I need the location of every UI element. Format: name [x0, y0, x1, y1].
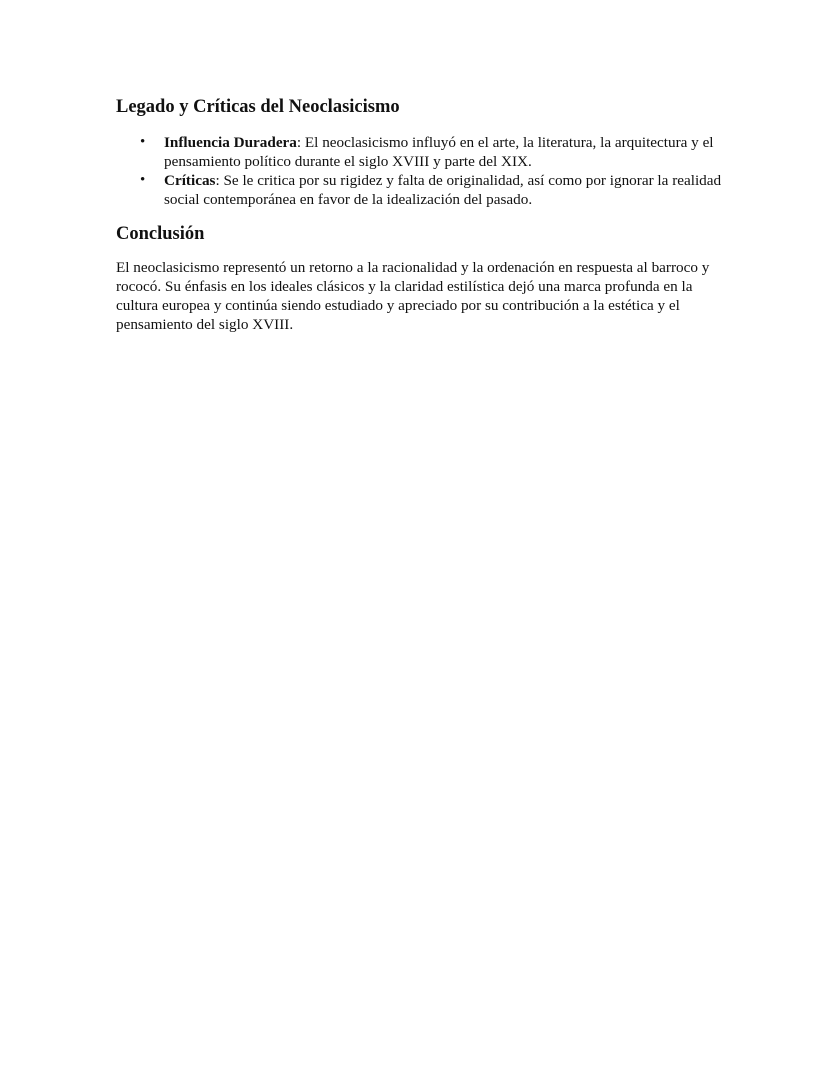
list-item-text: : El neoclasicismo influyó en el arte, la literatura, la arquitectura y el pensamiento político durante el siglo XVIII y parte del XIX.	[164, 134, 714, 170]
list-item-term: Influencia Duradera	[164, 134, 297, 151]
list-item	[116, 171, 724, 209]
list-item-text: : Se le critica por su rigidez y falta de originalidad, así como por ignorar la realidad social contemporánea en favor de la idealización del pasado.	[164, 172, 722, 208]
bullet-icon: •	[140, 134, 146, 150]
list-item-term: Críticas	[164, 172, 216, 189]
conclusion-paragraph: El neoclasicismo representó un retorno a la racionalidad y la ordenación en respuesta al barroco y rococó. Su énfasis en los ideales clásicos y la claridad estilística dejó una marca profunda en la cultura europea y continúa siendo estudiado y apreciado por su contribución a la estética y el pensamiento del siglo XVIII.	[116, 259, 710, 333]
document-page	[116, 95, 722, 334]
section-heading-conclusion: Conclusión	[116, 224, 205, 244]
section-heading-legacy: Legado y Críticas del Neoclasicismo	[116, 97, 400, 117]
list-item	[116, 133, 724, 171]
bullet-icon: •	[140, 172, 146, 188]
bullet-list	[116, 133, 722, 209]
